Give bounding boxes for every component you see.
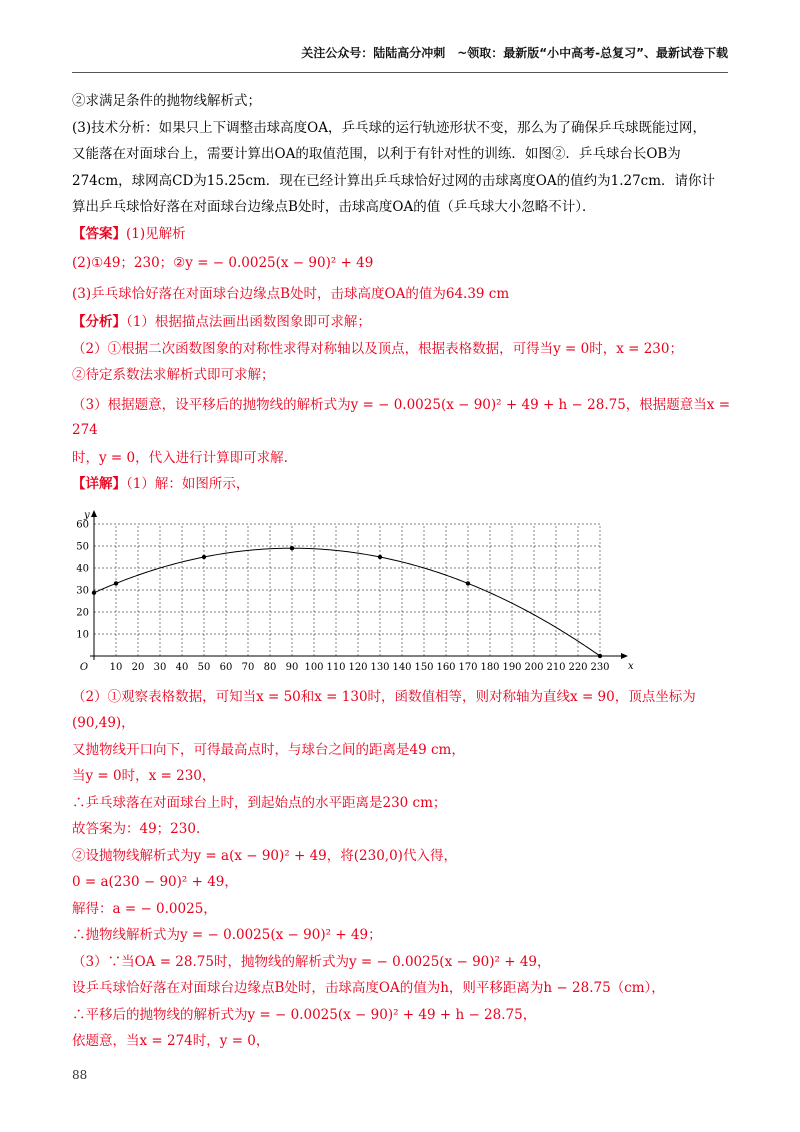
x-tick-label: 120 [348, 661, 368, 673]
data-point [378, 554, 382, 558]
y-axis-label: y [84, 509, 90, 521]
data-point [466, 581, 470, 585]
detail-line: （1）解：如图所示， [126, 476, 250, 492]
x-tick-label: 10 [109, 661, 123, 673]
analysis-section [72, 313, 732, 331]
x-tick-label: 200 [524, 661, 544, 673]
detail-line: （2）①观察表格数据，可知当x = 50和x = 130时，函数值相等，则对称轴为直线x = 90，顶点坐标为 [72, 688, 696, 705]
y-tick-label: 30 [76, 585, 89, 596]
x-tick-label: 110 [326, 661, 346, 673]
x-axis-arrow [621, 653, 628, 659]
detail-line: ∴平移后的抛物线的解析式为y = − 0.0025(x − 90)² + 49 + h − 28.75， [72, 1006, 537, 1023]
x-tick-label: 190 [502, 661, 522, 673]
analysis-line: （2）①根据二次函数图象的对称性求得对称轴以及顶点，根据表格数据，可得当y = 0时，x = 230； [72, 340, 683, 357]
analysis-label: 【分析】 [72, 314, 126, 330]
y-axis-arrow [91, 510, 97, 517]
answer-section [72, 225, 732, 243]
question-line: ②求满足条件的抛物线解析式； [72, 93, 261, 109]
x-tick-label: 140 [392, 661, 412, 673]
detail-line: 又抛物线开口向下，可得最高点时，与球台之间的距离是49 cm， [72, 741, 465, 758]
data-point [92, 590, 96, 594]
y-tick-label: 40 [76, 563, 89, 574]
x-tick-label: 220 [568, 661, 588, 673]
data-point [114, 581, 118, 585]
detail-line: （3）∵当OA = 28.75时，抛物线的解析式为y = − 0.0025(x − 90)² + 49， [72, 953, 551, 970]
x-tick-label: 40 [175, 661, 189, 673]
detail-line: 当y = 0时，x = 230， [72, 768, 216, 784]
y-tick-label: 60 [76, 519, 89, 530]
chart-svg [72, 502, 632, 680]
analysis-line: 时，y = 0，代入进行计算即可求解. [72, 449, 288, 466]
detail-line: 故答案为：49；230. [72, 821, 201, 837]
x-tick-label: 70 [241, 661, 255, 673]
x-tick-label: 20 [131, 661, 145, 673]
detail-line: ∴乒乓球落在对面球台上时，到起始点的水平距离是230 cm； [72, 794, 447, 811]
page-content [72, 92, 732, 1059]
detail-line: 0 = a(230 − 90)² + 49， [72, 874, 238, 890]
x-tick-label: 210 [546, 661, 566, 673]
x-tick-label: 90 [285, 661, 299, 673]
origin-label: O [79, 661, 89, 673]
x-tick-label: 80 [263, 661, 277, 673]
analysis-line: （1）根据描点法画出函数图象即可求解； [126, 314, 371, 330]
x-tick-label: 160 [436, 661, 456, 673]
page-number: 88 [72, 1068, 88, 1082]
x-tick-label: 180 [480, 661, 500, 673]
x-tick-label: 30 [153, 661, 167, 673]
data-point [202, 554, 206, 558]
x-tick-label: 130 [370, 661, 390, 673]
detail-line: (90,49)， [72, 715, 135, 731]
answer-line: (1)见解析 [126, 225, 186, 242]
answer-line: (3)乒乓球恰好落在对面球台边缘点B处时，击球高度OA的值为64.39 cm [72, 286, 510, 302]
question-line: 274cm，球网高CD为15.25cm．现在已经计算出乒乓球恰好过网的击球离度OA的值约为1.27cm．请你计 [72, 172, 716, 189]
question-line: 算出乒乓球恰好落在对面球台边缘点B处时，击球高度OA的值（乒乓球大小忽略不计）． [72, 199, 596, 215]
x-tick-label: 170 [458, 661, 478, 673]
y-tick-label: 20 [76, 607, 89, 618]
x-tick-label: 50 [197, 661, 211, 673]
answer-line: (2)①49；230；②y = − 0.0025(x − 90)² + 49 [72, 255, 374, 271]
detail-line: ②设抛物线解析式为y = a(x − 90)² + 49，将(230,0)代入得， [72, 847, 457, 864]
parabola-chart [72, 502, 632, 680]
header-divider [72, 72, 728, 73]
x-tick-label: 150 [414, 661, 434, 673]
x-tick-label: 230 [590, 661, 610, 673]
detail-line: 设乒乓球恰好落在对面球台边缘点B处时，击球高度OA的值为h，则平移距离为h − 28.75（cm）， [72, 980, 665, 996]
detail-line: ∴抛物线解析式为y = − 0.0025(x − 90)² + 49； [72, 927, 382, 943]
detail-section [72, 475, 732, 493]
data-point [598, 653, 602, 657]
detail-line: 依题意，当x = 274时，y = 0， [72, 1033, 270, 1049]
analysis-line: ②待定系数法求解析式即可求解； [72, 367, 275, 383]
data-point [290, 546, 294, 550]
y-tick-label: 50 [76, 541, 89, 552]
question-line: 又能落在对面球台上，需要计算出OA的取值范围，以利于有针对性的训练．如图②．乒乓球台长OB为 [72, 146, 681, 162]
x-tick-label: 100 [304, 661, 324, 673]
detail-line: 解得：a = − 0.0025， [72, 900, 217, 917]
y-tick-label: 10 [76, 629, 89, 640]
detail-label: 【详解】 [72, 476, 126, 492]
parabola-curve [94, 548, 600, 656]
question-line: (3)技术分析：如果只上下调整击球高度OA，乒乓球的运行轨迹形状不变，那么为了确保乒乓球既能过网， [72, 119, 706, 136]
analysis-line: （3）根据题意，设平移后的抛物线的解析式为y = − 0.0025(x − 90)² + 49 + h − 28.75，根据题意当x = 274 [72, 396, 730, 438]
x-axis-label: x [628, 660, 634, 672]
x-tick-label: 60 [219, 661, 233, 673]
answer-label: 【答案】 [72, 225, 126, 242]
page-header: 关注公众号：陆陆高分冲刺 ~领取：最新版“小中高考-总复习”、最新试卷下载 [301, 46, 728, 60]
